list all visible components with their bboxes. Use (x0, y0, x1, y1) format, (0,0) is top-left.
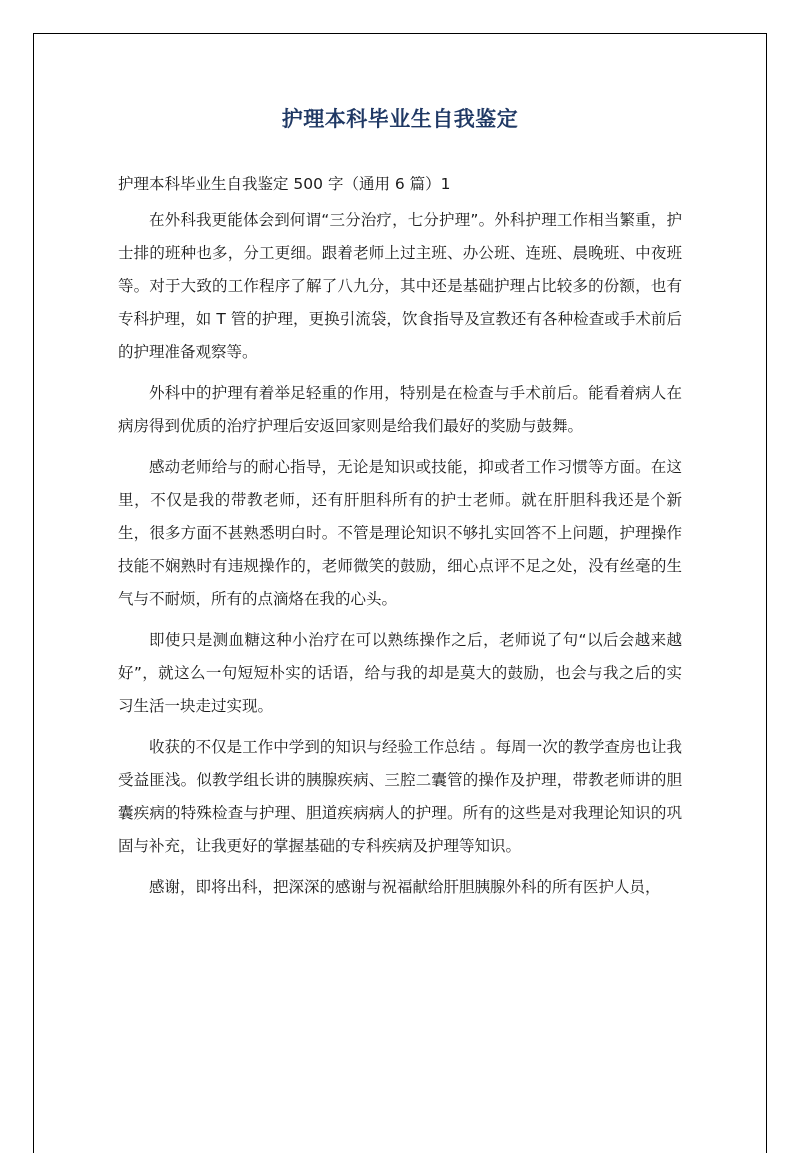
document-title: 护理本科毕业生自我鉴定 (281, 107, 519, 131)
document-subtitle: 护理本科毕业生自我鉴定 500 字（通用 6 篇）1 (118, 175, 451, 193)
paragraph: 即使只是测血糖这种小治疗在可以熟练操作之后，老师说了句“以后会越来越好”，就这么一句短短朴实的话语，给与我的却是莫大的鼓励，也会与我之后的实习生活一块走过实现。 (118, 631, 682, 715)
paragraph: 收获的不仅是工作中学到的知识与经验工作总结 。每周一次的教学查房也让我受益匪浅。似教学组长讲的胰腺疾病、三腔二囊管的操作及护理，带教老师讲的胆囊疾病的特殊检查与护理、胆道疾病病人的护理。所有的这些是对我理论知识的巩固与补充，让我更好的掌握基础的专科疾病及护理等知识。 (118, 738, 682, 855)
document-body (118, 204, 682, 912)
paragraph: 外科中的护理有着举足轻重的作用，特别是在检查与手术前后。能看着病人在病房得到优质的治疗护理后安返回家则是给我们最好的奖励与鼓舞。 (118, 384, 682, 435)
paragraph: 感谢，即将出科，把深深的感谢与祝福献给肝胆胰腺外科的所有医护人员， (149, 878, 661, 896)
paragraph: 在外科我更能体会到何谓“三分治疗，七分护理”。外科护理工作相当繁重，护士排的班种也多，分工更细。跟着老师上过主班、办公班、连班、晨晚班、中夜班等。对于大致的工作程序了解了八九分，其中还是基础护理占比较多的份额，也有专科护理，如 T 管的护理，更换引流袋，饮食指导及宣教还有各种检查或手术前后的护理准备观察等。 (118, 211, 682, 361)
paragraph: 感动老师给与的耐心指导，无论是知识或技能，抑或者工作习惯等方面。在这里，不仅是我的带教老师，还有肝胆科所有的护士老师。就在肝胆科我还是个新生，很多方面不甚熟悉明白时。不管是理论知识不够扎实回答不上问题，护理操作技能不娴熟时有违规操作的，老师微笑的鼓励，细心点评不足之处，没有丝毫的生气与不耐烦，所有的点滴烙在我的心头。 (118, 458, 682, 608)
